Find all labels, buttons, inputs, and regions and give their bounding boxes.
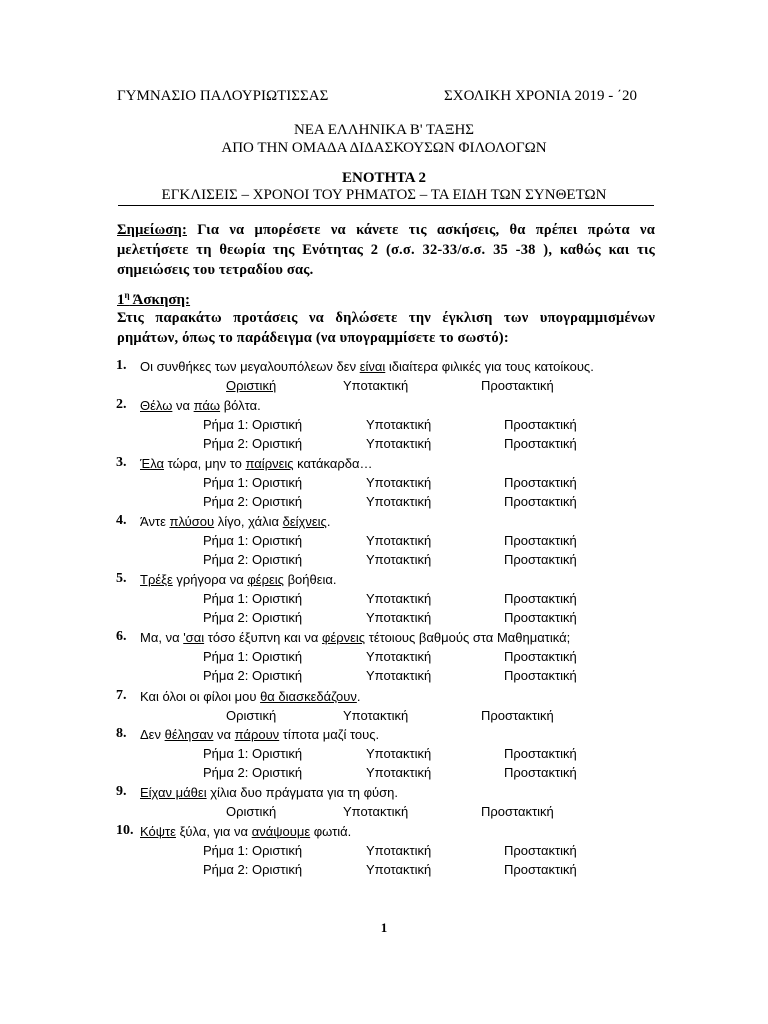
item-sentence: [140, 359, 594, 374]
verb-label: Ρήμα 1:: [203, 533, 249, 548]
verb-label: Ρήμα 1:: [203, 591, 249, 606]
sentence-part: Μα, να: [140, 630, 184, 645]
item-number: 4.: [116, 513, 127, 528]
option-subjunctive: Υποτακτική: [366, 475, 432, 490]
verb-label: Ρήμα 2:: [203, 668, 249, 683]
sentence-part: τόσο έξυπνη και να: [204, 630, 322, 645]
option-subjunctive: Υποτακτική: [366, 436, 432, 451]
underlined-verb: είναι: [359, 359, 386, 374]
unit-subtitle: ΕΓΚΛΙΣΕΙΣ – ΧΡΟΝΟΙ ΤΟΥ ΡΗΜΑΤΟΣ – ΤΑ ΕΙΔΗ ΤΩΝ ΣΥΝΘΕΤΩΝ: [161, 187, 607, 203]
verb-label: Ρήμα 2:: [203, 765, 249, 780]
underlined-verb: Τρέξε: [140, 572, 173, 587]
option-subjunctive: Υποτακτική: [366, 746, 432, 761]
verb-row: [203, 475, 302, 490]
underlined-verb: θέλησαν: [164, 727, 214, 742]
option-imperative: Προστακτική: [504, 862, 577, 877]
authors-line: ΑΠΟ ΤΗΝ ΟΜΑΔΑ ΔΙΔΑΣΚΟΥΣΩΝ ΦΙΛΟΛΟΓΩΝ: [221, 140, 547, 156]
verb-row: [203, 533, 302, 548]
sentence-part: βοήθεια.: [283, 572, 337, 587]
item-number: 9.: [116, 784, 127, 799]
option-indicative: Οριστική: [248, 610, 303, 625]
sentence-part: Οι συνθήκες των μεγαλουπόλεων δεν: [140, 359, 360, 374]
exercise-ordinal: 1: [117, 292, 125, 308]
sentence-part: τίποτα μαζί τους.: [279, 727, 380, 742]
subject-title: ΝΕΑ ΕΛΛΗΝΙΚΑ Β' ΤΑΞΗΣ: [293, 122, 475, 138]
exercise-title: [117, 290, 190, 309]
option-imperative: Προστακτική: [504, 746, 577, 761]
option-subjunctive: Υποτακτική: [366, 417, 432, 432]
option-imperative: Προστακτική: [504, 552, 577, 567]
option-indicative: Οριστική: [226, 804, 277, 819]
option-subjunctive: Υποτακτική: [343, 708, 409, 723]
verb-label: Ρήμα 2:: [203, 552, 249, 567]
sentence-part: .: [326, 514, 331, 529]
verb-label: Ρήμα 2:: [203, 862, 249, 877]
sentence-part: Δεν: [140, 727, 165, 742]
underlined-verb: παίρνεις: [245, 456, 294, 471]
verb-row: [203, 436, 302, 451]
option-imperative: Προστακτική: [481, 708, 554, 723]
verb-label: Ρήμα 2:: [203, 494, 249, 509]
underlined-verb: φέρεις: [247, 572, 284, 587]
sentence-part: να: [172, 398, 194, 413]
underlined-verb: δείχνεις: [282, 514, 327, 529]
sentence-part: τέτοιους βαθμούς στα Μαθηματικά;: [365, 630, 571, 645]
item-sentence: [140, 398, 261, 413]
option-indicative: Οριστική: [248, 746, 303, 761]
item-sentence: [140, 572, 337, 587]
option-indicative: Οριστική: [248, 552, 303, 567]
unit-title: ΕΝΟΤΗΤΑ 2: [342, 170, 426, 186]
verb-label: Ρήμα 1:: [203, 746, 249, 761]
option-indicative: Οριστική: [226, 708, 277, 723]
exercise-ordinal-sup: η: [124, 290, 130, 300]
underlined-verb: ανάψουμε: [251, 824, 311, 839]
underlined-verb: Θέλω: [140, 398, 173, 413]
note-label: Σημείωση:: [117, 222, 187, 238]
option-subjunctive: Υποτακτική: [366, 494, 432, 509]
option-indicative: Οριστική: [248, 533, 303, 548]
verb-row: [203, 417, 302, 432]
exercise-label: Άσκηση:: [129, 292, 191, 308]
option-imperative: Προστακτική: [504, 417, 577, 432]
verb-label: Ρήμα 1:: [203, 843, 249, 858]
exercise-instructions: Στις παρακάτω προτάσεις να δηλώσετε την έγκλιση των υπογραμμισμένων ρημάτων, όπως το παράδειγμα (να υπογραμμίσετε το σωστό):: [117, 310, 655, 346]
item-number: 10.: [116, 823, 134, 838]
option-imperative: Προστακτική: [504, 765, 577, 780]
sentence-part: κατάκαρδα…: [293, 456, 373, 471]
underlined-verb: φέρνεις: [322, 630, 366, 645]
option-imperative: Προστακτική: [504, 591, 577, 606]
underlined-verb: Είχαν μάθει: [140, 785, 207, 800]
option-subjunctive: Υποτακτική: [366, 862, 432, 877]
option-indicative: Οριστική: [226, 378, 277, 393]
item-number: 6.: [116, 629, 127, 644]
item-sentence: [140, 785, 398, 800]
option-indicative: Οριστική: [248, 649, 303, 664]
page-number: 1: [380, 920, 388, 935]
sentence-part: Και όλοι οι φίλοι μου: [140, 689, 261, 704]
sentence-part: ιδιαίτερα φιλικές για τους κατοίκους.: [385, 359, 594, 374]
option-subjunctive: Υποτακτική: [366, 649, 432, 664]
underlined-verb: πάω: [193, 398, 221, 413]
sentence-part: να: [213, 727, 235, 742]
option-indicative: Οριστική: [248, 862, 303, 877]
option-imperative: Προστακτική: [504, 533, 577, 548]
item-sentence: [140, 824, 351, 839]
sentence-part: βόλτα.: [220, 398, 261, 413]
item-sentence: [140, 630, 570, 645]
verb-label: Ρήμα 1:: [203, 475, 249, 490]
underlined-verb: Έλα: [140, 456, 165, 471]
option-subjunctive: Υποτακτική: [366, 591, 432, 606]
verb-label: Ρήμα 1:: [203, 417, 249, 432]
verb-label: Ρήμα 2:: [203, 436, 249, 451]
sentence-part: φωτιά.: [310, 824, 352, 839]
item-number: 5.: [116, 571, 127, 586]
sentence-part: χίλια δυο πράγματα για τη φύση.: [206, 785, 398, 800]
option-indicative: Οριστική: [248, 436, 303, 451]
verb-label: Ρήμα 1:: [203, 649, 249, 664]
verb-row: [203, 610, 302, 625]
item-sentence: [140, 689, 360, 704]
option-imperative: Προστακτική: [481, 378, 554, 393]
verb-row: [203, 494, 302, 509]
underlined-verb: θα διασκεδάζουν: [260, 689, 357, 704]
option-subjunctive: Υποτακτική: [366, 610, 432, 625]
option-indicative: Οριστική: [248, 475, 303, 490]
verb-row: [203, 765, 302, 780]
school-name: ΓΥΜΝΑΣΙΟ ΠΑΛΟΥΡΙΩΤΙΣΣΑΣ: [117, 88, 329, 104]
option-subjunctive: Υποτακτική: [366, 765, 432, 780]
sentence-part: τώρα, μην το: [164, 456, 246, 471]
verb-row: [203, 843, 302, 858]
verb-label: Ρήμα 2:: [203, 610, 249, 625]
sentence-part: λίγο, χάλια: [214, 514, 283, 529]
option-indicative: Οριστική: [248, 668, 303, 683]
option-indicative: Οριστική: [248, 843, 303, 858]
item-number: 2.: [116, 397, 127, 412]
verb-row: [203, 552, 302, 567]
option-imperative: Προστακτική: [504, 610, 577, 625]
option-indicative: Οριστική: [248, 494, 303, 509]
verb-row: [203, 649, 302, 664]
sentence-part: ξύλα, για να: [175, 824, 252, 839]
option-imperative: Προστακτική: [481, 804, 554, 819]
underlined-verb: πλύσου: [169, 514, 215, 529]
underlined-verb: 'σαι: [183, 630, 205, 645]
option-imperative: Προστακτική: [504, 843, 577, 858]
verb-row: [203, 862, 302, 877]
verb-row: [203, 668, 302, 683]
option-imperative: Προστακτική: [504, 436, 577, 451]
sentence-part: Άντε: [140, 514, 170, 529]
item-number: 7.: [116, 688, 127, 703]
verb-row: [203, 746, 302, 761]
option-subjunctive: Υποτακτική: [366, 668, 432, 683]
underlined-verb: πάρουν: [234, 727, 280, 742]
underlined-verb: Κόψτε: [140, 824, 176, 839]
option-subjunctive: Υποτακτική: [343, 378, 409, 393]
option-indicative: Οριστική: [248, 591, 303, 606]
item-number: 8.: [116, 726, 127, 741]
item-sentence: [140, 456, 373, 471]
option-subjunctive: Υποτακτική: [343, 804, 409, 819]
option-indicative: Οριστική: [248, 765, 303, 780]
item-number: 3.: [116, 455, 127, 470]
option-subjunctive: Υποτακτική: [366, 552, 432, 567]
sentence-part: γρήγορα να: [172, 572, 248, 587]
note-paragraph: [117, 220, 655, 280]
title-rule: [118, 205, 654, 206]
item-sentence: [140, 727, 379, 742]
option-imperative: Προστακτική: [504, 475, 577, 490]
option-imperative: Προστακτική: [504, 649, 577, 664]
item-sentence: [140, 514, 330, 529]
school-year: ΣΧΟΛΙΚΗ ΧΡΟΝΙΑ 2019 - ΄20: [444, 88, 638, 104]
option-imperative: Προστακτική: [504, 494, 577, 509]
option-subjunctive: Υποτακτική: [366, 843, 432, 858]
item-number: 1.: [116, 358, 127, 373]
note-text: Για να μπορέσετε να κάνετε τις ασκήσεις, θα πρέπει πρώτα να μελετήσετε τη θεωρία της Ενότητας 2 (σ.σ. 32-33/σ.σ. 35 -38 ), καθώς και τις σημειώσεις του τετραδίου σας.: [117, 222, 655, 278]
option-indicative: Οριστική: [248, 417, 303, 432]
option-imperative: Προστακτική: [504, 668, 577, 683]
sentence-part: .: [356, 689, 361, 704]
option-subjunctive: Υποτακτική: [366, 533, 432, 548]
verb-row: [203, 591, 302, 606]
